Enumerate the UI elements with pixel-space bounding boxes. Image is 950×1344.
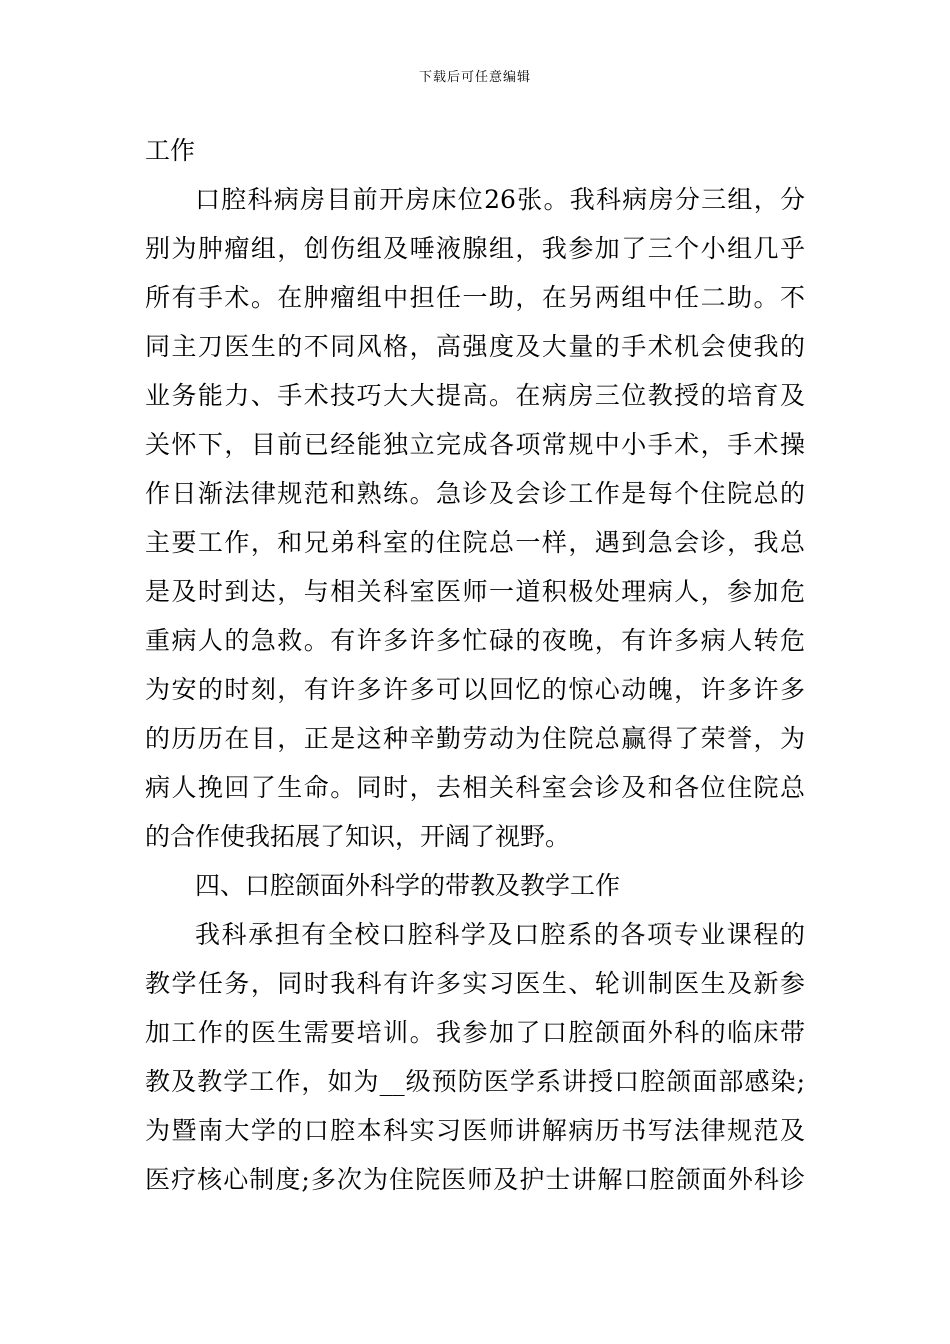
page-header: 下载后可任意编辑 [418, 70, 531, 85]
text-line: 为安的时刻，有许多许多可以回忆的惊心动魄，许多许多 [145, 675, 805, 704]
text-line: 口腔科病房目前开房床位26张。我科病房分三组，分 [195, 185, 805, 214]
text-line: 别为肿瘤组，创伤组及唾液腺组，我参加了三个小组几乎 [145, 234, 805, 263]
text-line: 所有手术。在肿瘤组中担任一助，在另两组中任二助。不 [145, 283, 805, 312]
body-text [145, 126, 805, 1204]
text-line: 病人挽回了生命。同时，去相关科室会诊及和各位住院总 [145, 773, 805, 802]
text-line: 工作 [145, 136, 196, 165]
text-line: 是及时到达，与相关科室医师一道积极处理病人，参加危 [145, 577, 805, 606]
text-line: 为暨南大学的口腔本科实习医师讲解病历书写法律规范及 [145, 1116, 805, 1145]
text-line: 关怀下，目前已经能独立完成各项常规中小手术，手术操 [145, 430, 805, 459]
text-line: 医疗核心制度;多次为住院医师及护士讲解口腔颌面外科诊 [145, 1165, 805, 1194]
section-heading: 四、口腔颌面外科学的带教及教学工作 [195, 871, 621, 900]
text-line: 教及教学工作，如为__级预防医学系讲授口腔颌面部感染; [145, 1067, 805, 1096]
text-line: 业务能力、手术技巧大大提高。在病房三位教授的培育及 [145, 381, 805, 410]
text-line: 的历历在目，正是这种辛勤劳动为住院总赢得了荣誉，为 [145, 724, 805, 753]
text-line: 教学任务，同时我科有许多实习医生、轮训制医生及新参 [145, 969, 805, 998]
text-line: 重病人的急救。有许多许多忙碌的夜晚，有许多病人转危 [145, 626, 805, 655]
text-line: 作日渐法律规范和熟练。急诊及会诊工作是每个住院总的 [145, 479, 805, 508]
text-line: 我科承担有全校口腔科学及口腔系的各项专业课程的 [195, 920, 805, 949]
text-line: 加工作的医生需要培训。我参加了口腔颌面外科的临床带 [145, 1018, 805, 1047]
text-line: 同主刀医生的不同风格，高强度及大量的手术机会使我的 [145, 332, 805, 361]
text-line: 的合作使我拓展了知识，开阔了视野。 [145, 822, 571, 851]
text-line: 主要工作，和兄弟科室的住院总一样，遇到急会诊，我总 [145, 528, 805, 557]
